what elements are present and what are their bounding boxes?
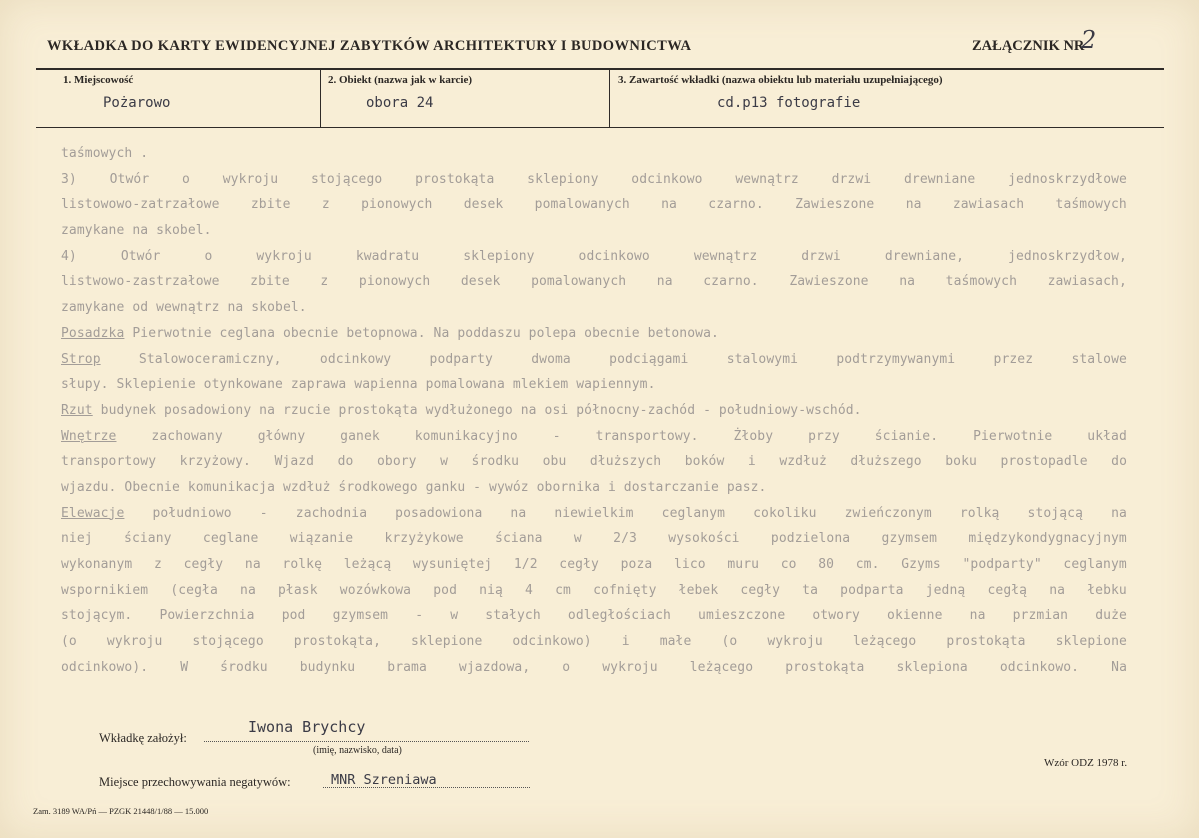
word: niewielkim xyxy=(554,505,634,521)
word: zwieńczonym xyxy=(844,505,932,521)
word: gzymsem xyxy=(332,608,389,624)
word: desek xyxy=(463,197,504,213)
word: wjazdowa, xyxy=(458,659,531,675)
word: pod xyxy=(433,582,458,598)
word: obory xyxy=(376,454,417,470)
word: brama xyxy=(387,659,427,675)
word: na xyxy=(1049,582,1066,598)
word: na xyxy=(899,274,916,290)
word: zawiasach xyxy=(952,197,1025,213)
word: wozówkowa xyxy=(339,582,412,598)
word: małe xyxy=(659,634,692,650)
word: leżącego xyxy=(689,659,754,675)
word: ceglanym xyxy=(661,505,726,521)
word: odcinkowy xyxy=(319,351,392,367)
word: stojącego xyxy=(311,171,383,187)
word: w xyxy=(440,454,449,470)
word: lico xyxy=(673,557,706,572)
signature-label: Wkładkę założył: xyxy=(99,731,187,745)
word: do xyxy=(1111,454,1127,470)
word: umieszczone xyxy=(698,608,786,624)
word: przmian xyxy=(1012,608,1069,624)
word: cm xyxy=(555,582,571,598)
line-text: taśmowych . xyxy=(61,146,149,161)
word: listwowo-zastrzałowe xyxy=(61,274,220,290)
word: zachowany xyxy=(151,428,223,444)
word: wykroju xyxy=(256,248,312,264)
text-line xyxy=(61,143,1127,169)
word: cokoliku xyxy=(753,505,817,521)
word: podparty xyxy=(429,351,493,367)
word: okienne xyxy=(887,608,943,624)
word: przez xyxy=(993,351,1034,367)
typed-description xyxy=(61,143,1127,682)
word: Zawieszone xyxy=(795,197,875,213)
word: 4) xyxy=(61,248,77,264)
section-heading: Strop xyxy=(61,351,101,367)
word: podparta xyxy=(840,582,904,598)
word: wzdłuż xyxy=(779,454,827,470)
word: wewnątrz xyxy=(735,171,799,187)
form-model-note: Wzór ODZ 1978 r. xyxy=(1044,757,1128,769)
word: cm. xyxy=(855,557,880,572)
word: ceglane xyxy=(202,531,259,547)
line-text: budynek posadowiony na rzucie prostokąta wydłużonego na osi północny-zachód - południowy-wschód. xyxy=(92,402,862,418)
word: 3) xyxy=(61,171,77,187)
text-line xyxy=(61,477,1127,503)
word: wykroju xyxy=(106,634,163,650)
word: taśmowych xyxy=(1055,197,1127,213)
header-top-rule xyxy=(36,68,1164,70)
word: desek xyxy=(460,274,501,290)
word: cegły xyxy=(183,557,224,572)
field-divider-2 xyxy=(609,70,610,127)
word: (cegła xyxy=(170,582,218,598)
word: jednoskrzydłow, xyxy=(1008,248,1127,264)
signature-sublabel: (imię, nazwisko, data) xyxy=(313,745,402,756)
text-line xyxy=(61,194,1127,220)
word: 80 xyxy=(818,557,835,572)
word: podciągami xyxy=(609,351,689,367)
word: o xyxy=(182,171,190,187)
word: (o xyxy=(721,634,738,650)
word: i xyxy=(747,454,756,470)
signature-value: Iwona Brychcy xyxy=(248,718,366,736)
text-line xyxy=(61,554,1127,580)
word: stalowe xyxy=(1071,351,1127,367)
word: Otwór xyxy=(120,248,161,264)
word: obu xyxy=(542,454,567,470)
word: przy xyxy=(808,428,840,444)
print-footer: Zam. 3189 WA/Pń — PZGK 21448/1/88 — 15.000 xyxy=(33,806,209,816)
word: wewnątrz xyxy=(693,248,758,264)
word: (o xyxy=(61,634,77,650)
word: Zawieszone xyxy=(789,274,869,290)
word: Powierzchnia xyxy=(159,608,255,624)
word: stojącą xyxy=(1027,505,1084,521)
word: ścianie. xyxy=(874,428,939,444)
word: z xyxy=(320,274,329,290)
word: cofnięty xyxy=(593,582,657,598)
word: posadowiona xyxy=(395,505,483,521)
text-line xyxy=(61,169,1127,195)
negatives-label: Miejsce przechowywania negatywów: xyxy=(99,775,291,789)
word: prostopadle xyxy=(1000,454,1088,470)
word: transportowy xyxy=(61,454,157,470)
word: odcinkowo xyxy=(578,248,650,264)
word: kwadratu xyxy=(355,248,420,264)
word: sklepione xyxy=(411,634,483,650)
word: odcinkowo. xyxy=(999,659,1080,675)
word: Żłoby xyxy=(733,428,774,444)
word: 4 xyxy=(525,582,533,598)
word: sklepiony xyxy=(463,248,535,264)
word: co xyxy=(780,557,797,572)
word: "podparty" xyxy=(962,557,1042,572)
word: duże xyxy=(1095,608,1127,624)
word: układ xyxy=(1087,428,1127,444)
section-heading: Elewacje xyxy=(61,505,125,521)
word: boku xyxy=(945,454,977,470)
word: drewniane, xyxy=(884,248,965,264)
section-heading: Rzut xyxy=(61,402,93,418)
word: zawiasach, xyxy=(1047,274,1127,290)
word: listowowo-zatrzałowe xyxy=(61,197,220,213)
word: jedną xyxy=(925,582,966,598)
word: cegły xyxy=(559,557,599,572)
contents-value: cd.p13 fotografie xyxy=(717,95,861,111)
word: czarno. xyxy=(703,274,759,290)
word: o xyxy=(562,659,571,675)
text-line xyxy=(61,400,1127,426)
word: z xyxy=(154,557,162,572)
word: pionowych xyxy=(358,274,431,290)
word: prostokąta xyxy=(785,659,865,675)
word: stojącego xyxy=(192,634,264,650)
word: Stalowoceramiczny, xyxy=(138,351,282,367)
word: wysokości xyxy=(668,531,740,547)
word: leżącego xyxy=(852,634,917,650)
text-line xyxy=(61,657,1127,683)
word: wykonanym xyxy=(61,557,133,572)
word: poza xyxy=(620,557,653,572)
word: pomalowanych xyxy=(534,197,630,213)
word: na xyxy=(1111,505,1127,521)
word: ściany xyxy=(124,531,172,547)
text-line xyxy=(61,271,1127,297)
word: zbite xyxy=(250,274,290,290)
section-heading: Posadzka xyxy=(61,325,125,341)
word: podtrzymywanymi xyxy=(836,351,956,367)
word: i xyxy=(621,634,630,650)
word: Gzyms xyxy=(901,557,941,572)
annex-label: ZAŁĄCZNIK NR xyxy=(972,38,1085,54)
word: - xyxy=(415,608,424,624)
word: płask xyxy=(278,582,318,598)
text-line xyxy=(61,323,1127,349)
word: cegłą xyxy=(987,582,1028,598)
text-line xyxy=(61,349,1127,375)
header-bottom-rule xyxy=(36,127,1164,128)
word: - xyxy=(259,505,268,521)
word: odcinkowo). xyxy=(61,659,149,675)
word: Pierwotnie xyxy=(973,428,1053,444)
word: ceglanym xyxy=(1063,557,1127,572)
text-line xyxy=(61,605,1127,631)
word: jednoskrzydłowe xyxy=(1008,171,1127,187)
word: łebek xyxy=(678,582,719,598)
word: - xyxy=(552,428,561,444)
word: odległościach xyxy=(567,608,671,624)
text-line xyxy=(61,451,1127,477)
negatives-value: MNR Szreniawa xyxy=(331,772,437,788)
word: cegły xyxy=(740,582,781,598)
word: wykroju xyxy=(222,171,279,187)
word: pionowych xyxy=(361,197,433,213)
word: 2/3 xyxy=(613,531,637,547)
word: Otwór xyxy=(109,171,150,187)
word: sklepiona xyxy=(896,659,968,675)
word: sklepiony xyxy=(527,171,599,187)
text-line xyxy=(61,503,1127,529)
text-line xyxy=(61,631,1127,657)
word: sklepione xyxy=(1055,634,1127,650)
word: komunikacyjno xyxy=(414,428,518,444)
word: międzykondygnacyjnym xyxy=(968,531,1127,547)
contents-label: 3. Zawartość wkładki (nazwa obiektu lub materiału uzupełniającego) xyxy=(618,74,943,86)
form-title: WKŁADKA DO KARTY EWIDENCYJNEJ ZABYTKÓW ARCHITEKTURY I BUDOWNICTWA xyxy=(47,38,692,54)
word: gzymsem xyxy=(881,531,938,547)
word: podzielona xyxy=(770,531,851,547)
word: dwoma xyxy=(531,351,571,367)
word: pod xyxy=(281,608,306,624)
word: na xyxy=(244,557,261,572)
word: na xyxy=(969,608,986,624)
word: na xyxy=(510,505,527,521)
section-heading: Wnętrze xyxy=(61,428,117,444)
locality-label: 1. Miejscowość xyxy=(63,74,134,86)
word: niej xyxy=(61,531,93,547)
word: główny xyxy=(257,428,306,444)
word: środku xyxy=(220,659,268,675)
line-text: wjazdu. Obecnie komunikacja wzdłuż środkowego ganku - wywóz obornika i dostarczanie pasz. xyxy=(61,479,767,495)
text-line xyxy=(61,528,1127,554)
word: rolką xyxy=(959,505,1000,521)
word: w xyxy=(450,608,459,624)
field-divider-1 xyxy=(320,70,321,127)
word: drzwi xyxy=(831,171,872,187)
line-text: słupy. Sklepienie otynkowane zaprawa wapienna pomalowana mlekiem wapiennym. xyxy=(61,377,656,393)
word: transportowy. xyxy=(595,428,699,444)
word: do xyxy=(337,454,354,470)
text-line xyxy=(61,374,1127,400)
word: wiązanie xyxy=(289,531,354,547)
word: rolkę xyxy=(282,557,323,572)
word: prostokąta xyxy=(946,634,1026,650)
word: taśmowych xyxy=(945,274,1018,290)
word: stałych xyxy=(485,608,541,624)
line-text: zamykane na skobel. xyxy=(61,223,212,239)
word: drzwi xyxy=(801,248,841,264)
word: 1/2 xyxy=(513,557,538,572)
word: ściana xyxy=(495,531,543,547)
word: stalowymi xyxy=(726,351,799,367)
word: prostokąta, xyxy=(293,634,381,650)
word: wysuniętej xyxy=(412,557,493,572)
word: odcinkowo xyxy=(631,171,703,187)
line-text: Pierwotnie ceglana obecnie betopnowa. Na poddaszu polepa obecnie betonowa. xyxy=(124,325,719,341)
word: nią xyxy=(479,582,503,598)
word: drewniane xyxy=(903,171,976,187)
locality-value: Pożarowo xyxy=(103,95,171,111)
word: w xyxy=(573,531,582,547)
word: dłuższego xyxy=(850,454,922,470)
word: Na xyxy=(1111,659,1127,675)
word: muru xyxy=(727,557,760,572)
word: na xyxy=(661,197,677,213)
word: boków xyxy=(684,454,725,470)
line-text: zamykane od wewnątrz na skobel. xyxy=(61,300,307,316)
word: budynku xyxy=(299,659,356,675)
object-label: 2. Obiekt (nazwa jak w karcie) xyxy=(328,74,473,86)
word: pomalowanych xyxy=(531,274,627,290)
text-line xyxy=(61,246,1127,272)
text-line xyxy=(61,580,1127,606)
word: na xyxy=(656,274,673,290)
word: wykroju xyxy=(602,659,658,675)
word: południowo xyxy=(152,505,232,521)
word: o xyxy=(204,248,213,264)
word: stojącym. xyxy=(61,608,133,624)
text-line xyxy=(61,297,1127,323)
word: odcinkowo) xyxy=(512,634,592,650)
word: czarno. xyxy=(708,197,764,213)
word: na xyxy=(905,197,922,213)
object-value: obora 24 xyxy=(366,95,434,111)
word: leżącą xyxy=(343,557,392,572)
word: zbite xyxy=(250,197,291,213)
word: krzyżowy. xyxy=(179,454,251,470)
word: krzyżykowe xyxy=(384,531,464,547)
annex-number: 2 xyxy=(1081,26,1097,54)
word: prostokąta xyxy=(415,171,495,187)
word: dłuższych xyxy=(589,454,662,470)
word: W xyxy=(180,659,189,675)
word: na xyxy=(240,582,256,598)
word: zachodnia xyxy=(295,505,368,521)
word: wykroju xyxy=(767,634,823,650)
word: łebku xyxy=(1087,582,1127,598)
word: ta xyxy=(802,582,819,598)
word: otwory xyxy=(812,608,860,624)
text-line xyxy=(61,220,1127,246)
word: wspornikiem xyxy=(61,582,149,598)
text-line xyxy=(61,426,1127,452)
word: z xyxy=(321,197,330,213)
word: ganek xyxy=(340,428,380,444)
signature-dotted-line xyxy=(204,741,529,742)
word: środku xyxy=(471,454,520,470)
word: Wjazd xyxy=(274,454,315,470)
